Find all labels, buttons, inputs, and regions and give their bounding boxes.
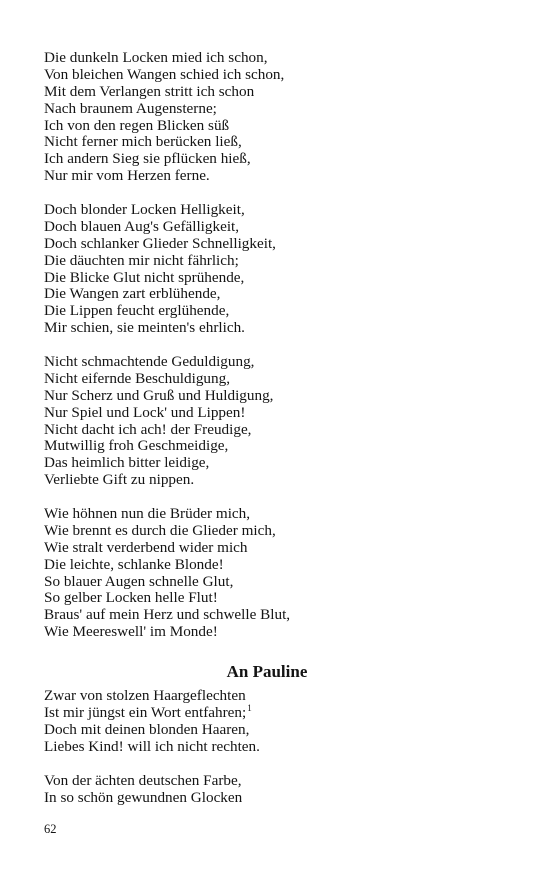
- verse-text: Ist mir jüngst ein Wort entfahren;: [44, 703, 247, 721]
- verse-line: Nicht dacht ich ach! der Freudige,: [44, 420, 252, 438]
- verse-line: Die Blicke Glut nicht sprühende,: [44, 268, 245, 286]
- verse-line: Doch blonder Locken Helligkeit,: [44, 201, 245, 218]
- verse-line: Zwar von stolzen Haargeflechten: [44, 687, 246, 704]
- verse-line: Nicht eifernde Beschuldigung,: [44, 369, 230, 387]
- verse-line: Nur Scherz und Gruß und Huldigung,: [44, 386, 274, 404]
- verse-line: Wie brennt es durch die Glieder mich,: [44, 521, 276, 539]
- verse-line: Mir schien, sie meinten's ehrlich.: [44, 319, 245, 337]
- verse-line: Ich von den regen Blicken süß: [44, 116, 230, 134]
- verse-line: Nach braunem Augensterne;: [44, 99, 217, 117]
- verse-line: Nicht schmachtende Geduldigung,: [44, 353, 255, 370]
- verse-line: Braus' auf mein Herz und schwelle Blut,: [44, 606, 291, 624]
- poem-stanza-2: [44, 202, 514, 337]
- verse-line: Nur mir vom Herzen ferne.: [44, 167, 210, 185]
- verse-line: In so schön gewundnen Glocken: [44, 788, 243, 806]
- verse-line: Wie höhnen nun die Brüder mich,: [44, 505, 251, 522]
- poem-stanza-4: [44, 506, 514, 641]
- verse-line: Das heimlich bitter leidige,: [44, 454, 210, 472]
- verse-line: Von bleichen Wangen schied ich schon,: [44, 65, 285, 83]
- verse-line: Die leichte, schlanke Blonde!: [44, 555, 224, 573]
- verse-line: Liebes Kind! will ich nicht rechten.: [44, 737, 260, 755]
- verse-line: Nicht ferner mich berücken ließ,: [44, 133, 242, 151]
- verse-line: So gelber Locken helle Flut!: [44, 589, 218, 607]
- footnote-reference[interactable]: 1: [247, 702, 252, 713]
- verse-line-with-footnote: [44, 702, 514, 722]
- poem-title: An Pauline: [226, 662, 308, 681]
- poem-stanza-5: [44, 688, 514, 756]
- poem-stanza-6: [44, 773, 514, 807]
- verse-line: So blauer Augen schnelle Glut,: [44, 572, 234, 590]
- verse-line: Verliebte Gift zu nippen.: [44, 471, 195, 489]
- verse-line: Mutwillig froh Geschmeidige,: [44, 437, 229, 455]
- verse-line: Doch blauen Aug's Gefälligkeit,: [44, 217, 240, 235]
- verse-line: Die Wangen zart erblühende,: [44, 285, 221, 303]
- verse-line: Nur Spiel und Lock' und Lippen!: [44, 403, 246, 421]
- verse-line: Die däuchten mir nicht fährlich;: [44, 251, 239, 269]
- verse-line: Wie stralt verderbend wider mich: [44, 538, 248, 556]
- verse-line: Die Lippen feucht erglühende,: [44, 302, 230, 320]
- verse-line: Doch schlanker Glieder Schnelligkeit,: [44, 234, 276, 252]
- poem-stanza-3: [44, 354, 514, 489]
- verse-line: Ich andern Sieg sie pflücken hieß,: [44, 150, 251, 168]
- verse-line: Von der ächten deutschen Farbe,: [44, 772, 242, 789]
- verse-line: Die dunkeln Locken mied ich schon,: [44, 49, 268, 66]
- verse-line: Doch mit deinen blonden Haaren,: [44, 720, 250, 738]
- poem-stanza-1: [44, 50, 514, 185]
- verse-line: Wie Meereswell' im Monde!: [44, 623, 218, 641]
- verse-line: Mit dem Verlangen stritt ich schon: [44, 82, 255, 100]
- page-number: 62: [44, 822, 57, 836]
